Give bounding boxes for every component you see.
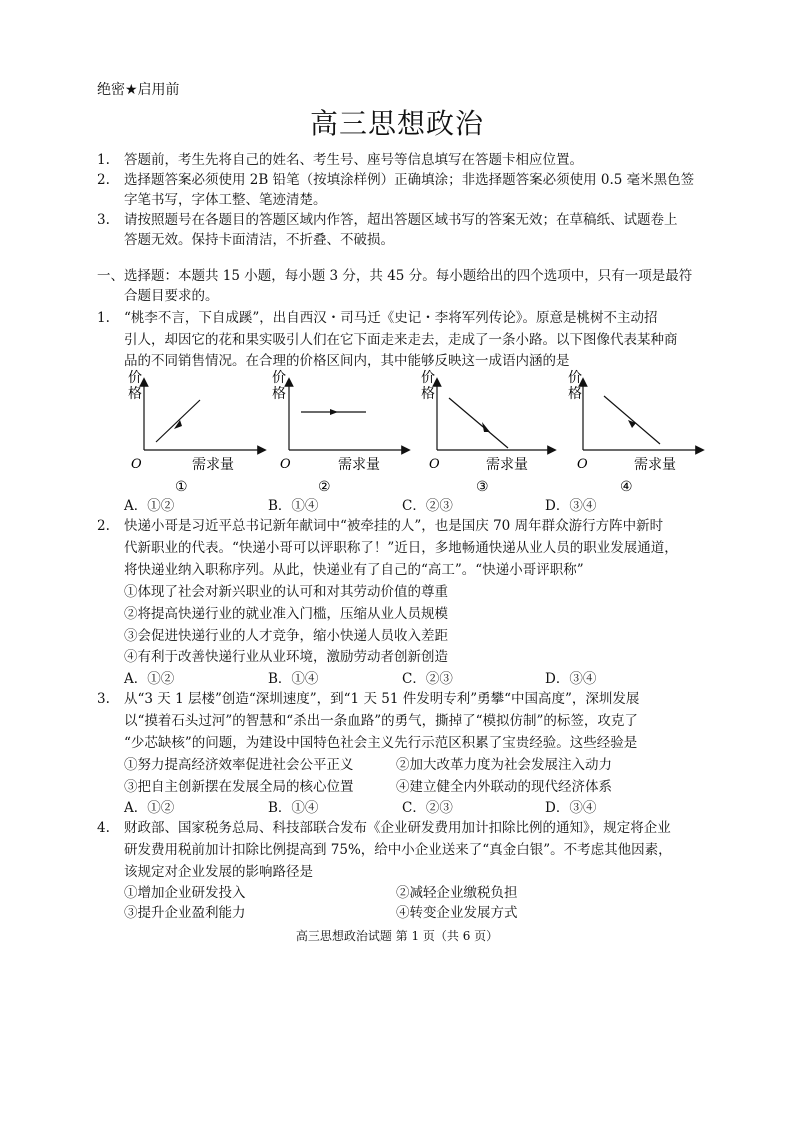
option-b[interactable]: B．①④	[268, 498, 319, 514]
graph-4	[568, 370, 700, 495]
graph-1	[128, 370, 262, 495]
svg-text:价: 价	[128, 370, 142, 386]
option-a[interactable]: A．①②	[124, 800, 175, 816]
svg-text:O: O	[429, 457, 440, 472]
svg-text:需求量: 需求量	[338, 457, 380, 473]
svg-text:O: O	[280, 457, 291, 472]
option-b[interactable]: B．①④	[268, 800, 319, 816]
svg-text:需求量: 需求量	[486, 457, 528, 473]
page-title: 高三思想政治	[309, 107, 484, 140]
demand-graphs	[0, 360, 794, 500]
curve-upward	[156, 400, 200, 442]
svg-text:O: O	[131, 457, 142, 472]
option-a[interactable]: A．①②	[124, 498, 175, 514]
svg-text:①: ①	[175, 479, 188, 495]
svg-text:价: 价	[421, 370, 435, 386]
secret-mark: 绝密★启用前	[97, 82, 180, 98]
option-b[interactable]: B．①④	[268, 671, 319, 687]
graph-2	[272, 370, 406, 495]
option-c[interactable]: C．②③	[402, 498, 453, 514]
graph-3	[421, 370, 552, 495]
option-c[interactable]: C．②③	[402, 800, 453, 816]
option-d[interactable]: D．③④	[545, 671, 597, 687]
option-a[interactable]: A．①②	[124, 671, 175, 687]
svg-text:格: 格	[128, 386, 142, 402]
svg-text:O: O	[577, 457, 588, 472]
curve-down-arrow-down	[449, 398, 508, 448]
svg-text:④: ④	[620, 479, 633, 495]
curve-down-arrow-up	[604, 396, 660, 444]
page-footer: 高三思想政治试题 第 1 页（共 6 页）	[295, 929, 499, 943]
option-d[interactable]: D．③④	[545, 800, 597, 816]
svg-text:③: ③	[476, 479, 489, 495]
svg-text:价: 价	[568, 370, 582, 386]
svg-text:格: 格	[568, 386, 582, 402]
svg-text:需求量: 需求量	[634, 457, 676, 473]
option-d[interactable]: D．③④	[545, 498, 597, 514]
svg-text:格: 格	[272, 386, 286, 402]
svg-text:需求量: 需求量	[192, 457, 234, 473]
svg-text:格: 格	[421, 386, 435, 402]
svg-text:价: 价	[272, 370, 286, 386]
option-c[interactable]: C．②③	[402, 671, 453, 687]
svg-text:②: ②	[318, 479, 331, 495]
